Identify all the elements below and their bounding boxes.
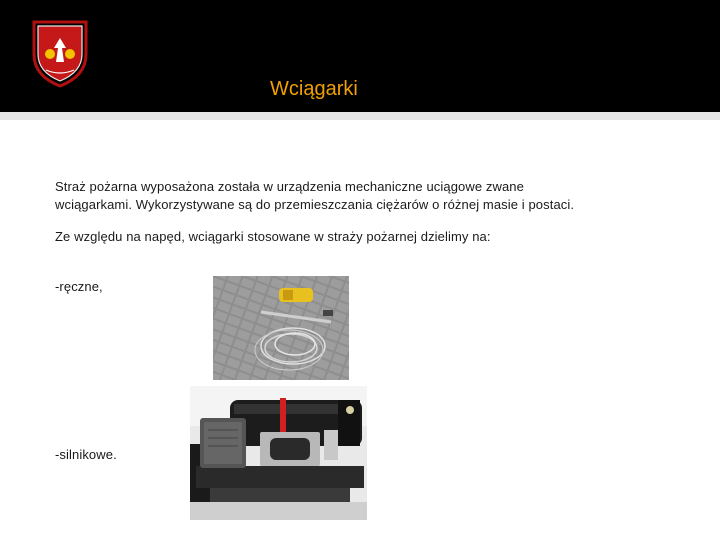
fire-brigade-shield-emblem-icon <box>28 16 92 88</box>
manual-winch-photo <box>213 276 349 380</box>
motor-winch-photo <box>190 386 367 520</box>
intro-line-2: wciągarkami. Wykorzystywane są do przemieszczania ciężarów o różnej masie i postaci. <box>55 197 575 212</box>
header-divider <box>0 112 720 120</box>
classification-paragraph: Ze względu na napęd, wciągarki stosowane w straży pożarnej dzielimy na: <box>55 229 491 244</box>
intro-paragraph <box>55 178 655 214</box>
list-item-manual: -ręczne, <box>55 279 103 294</box>
list-item-motor: -silnikowe. <box>55 447 117 462</box>
header-bar <box>0 0 720 112</box>
intro-line-1: Straż pożarna wyposażona została w urządzenia mechaniczne uciągowe zwane <box>55 179 524 194</box>
page-title: Wciągarki <box>270 78 358 100</box>
